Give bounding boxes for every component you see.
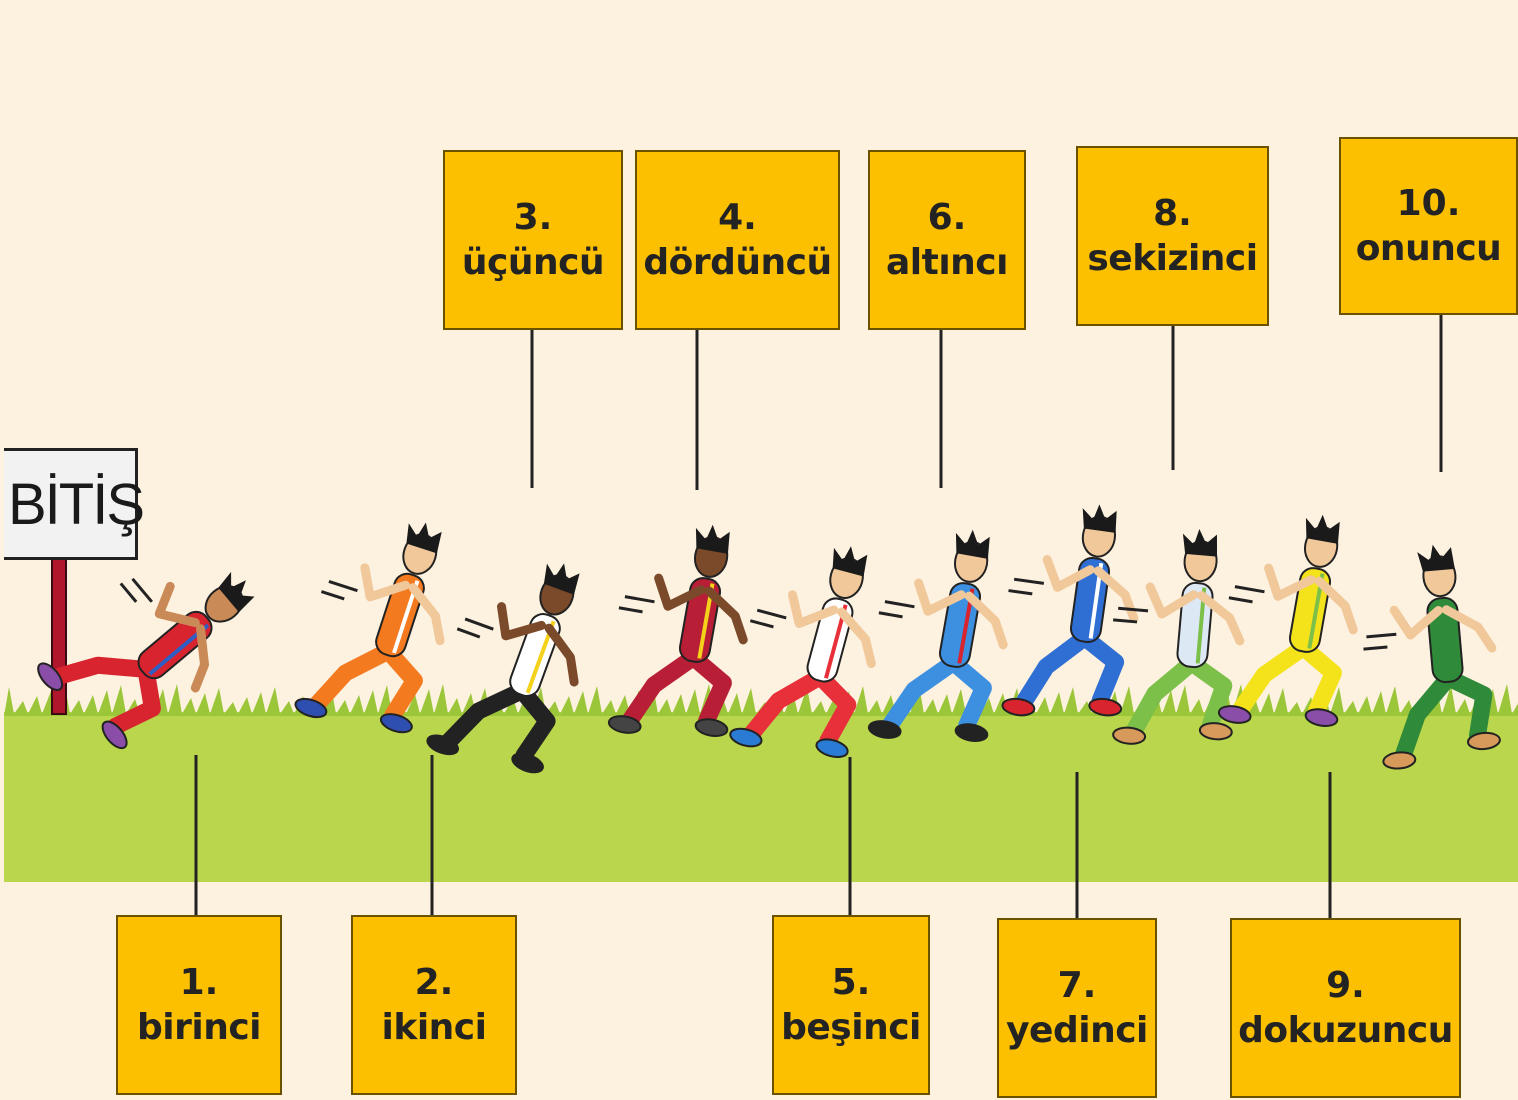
runner-hair (1181, 528, 1219, 557)
label-box-2 (351, 915, 517, 1095)
label-number-10: 10. (1396, 183, 1461, 224)
runner-hair (1417, 543, 1455, 572)
label-number-4: 4. (718, 197, 757, 238)
label-word-7: yedinci (1006, 1010, 1148, 1051)
runner-speed-lines (879, 601, 915, 619)
label-box-10 (1339, 137, 1518, 315)
label-box-4 (635, 150, 840, 330)
runner-back-leg (1023, 630, 1085, 711)
finish-sign-text: BİTİŞ (8, 471, 144, 537)
label-box-5 (772, 915, 930, 1095)
runner-speed-lines (1362, 634, 1397, 649)
label-box-7 (997, 918, 1157, 1098)
runner-speed-lines (457, 618, 493, 641)
label-box-9 (1230, 918, 1461, 1098)
label-number-8: 8. (1153, 193, 1192, 234)
runner-speed-lines (121, 576, 152, 610)
runner-hair (1080, 502, 1119, 533)
label-word-2: ikinci (381, 1007, 487, 1048)
label-number-3: 3. (513, 197, 553, 238)
label-number-7: 7. (1057, 965, 1097, 1006)
label-word-4: dördüncü (643, 242, 832, 283)
runner-speed-lines (750, 609, 786, 629)
runner-speed-lines (619, 596, 655, 614)
label-box-6 (868, 150, 1026, 330)
label-box-1 (116, 915, 282, 1095)
label-word-10: onuncu (1355, 228, 1502, 269)
label-word-5: beşinci (781, 1007, 921, 1048)
label-word-6: altıncı (886, 242, 1008, 283)
label-number-9: 9. (1326, 965, 1365, 1006)
label-word-1: birinci (136, 1007, 261, 1048)
runner-speed-lines (1229, 586, 1265, 604)
runner-speed-lines (1009, 579, 1044, 596)
label-word-9: dokuzuncu (1238, 1010, 1453, 1051)
runner-speed-lines (321, 580, 357, 602)
label-word-3: üçüncü (461, 242, 605, 283)
label-box-8 (1076, 146, 1269, 326)
label-number-1: 1. (179, 962, 219, 1003)
label-word-8: sekizinci (1087, 238, 1258, 279)
finish-sign (4, 448, 144, 560)
label-number-5: 5. (831, 962, 871, 1003)
label-box-3 (443, 150, 623, 330)
label-number-2: 2. (414, 962, 454, 1003)
label-number-6: 6. (927, 197, 967, 238)
